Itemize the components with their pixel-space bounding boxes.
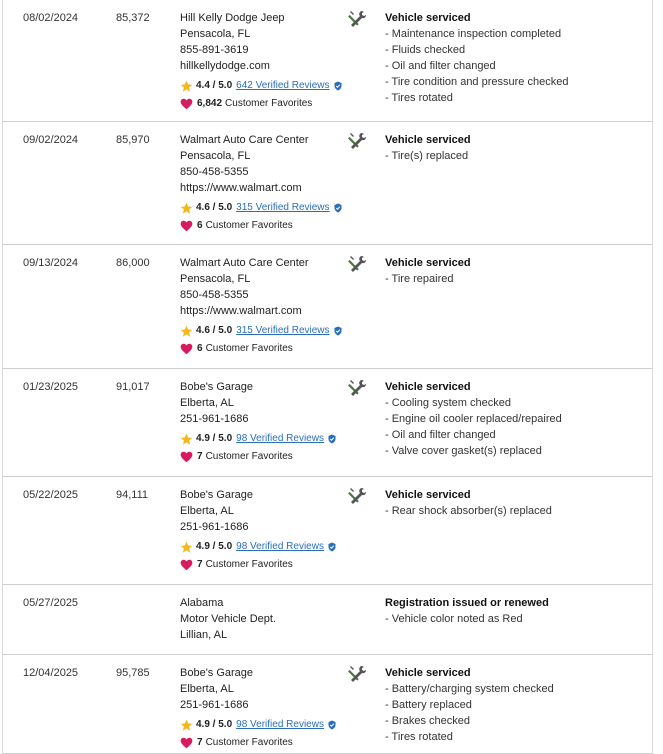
- customer-favorites: [180, 735, 337, 751]
- rating-row: [180, 431, 337, 447]
- wrench-screwdriver-icon: [347, 9, 367, 29]
- favorites-count: 7: [197, 737, 203, 748]
- record-details: [385, 379, 562, 459]
- verified-badge-icon: [327, 434, 337, 444]
- record-detail-item: - Fluids checked: [385, 44, 466, 56]
- source-line: 850-458-5355: [180, 289, 249, 301]
- record-title: Vehicle serviced: [385, 381, 471, 393]
- source-line: Lillian, AL: [180, 629, 228, 641]
- record-mileage: 91,017: [116, 381, 150, 393]
- source-line: Bobe's Garage: [180, 381, 254, 393]
- service-history-list: [2, 0, 653, 754]
- wrench-screwdriver-icon: [347, 486, 367, 506]
- service-record-row: [3, 122, 652, 245]
- record-date: 08/02/2024: [23, 12, 79, 24]
- source-line: Elberta, AL: [180, 397, 234, 409]
- rating-score: 4.9 / 5.0: [196, 541, 233, 552]
- record-title: Registration issued or renewed: [385, 597, 549, 609]
- record-detail-item: - Oil and filter changed: [385, 429, 496, 441]
- favorites-label: Customer Favorites: [205, 451, 293, 462]
- record-date: 05/27/2025: [23, 597, 79, 609]
- record-mileage: 94,111: [116, 489, 149, 501]
- record-mileage: 86,000: [116, 257, 150, 269]
- rating-score: 4.6 / 5.0: [196, 202, 233, 213]
- heart-icon: [180, 559, 193, 571]
- favorites-count: 6,842: [197, 98, 223, 109]
- record-detail-item: - Battery replaced: [385, 699, 472, 711]
- service-record-row: [3, 585, 652, 655]
- record-date: 05/22/2025: [23, 489, 79, 501]
- customer-favorites: [180, 341, 343, 357]
- star-icon: [180, 80, 193, 93]
- verified-badge-icon: [333, 203, 343, 213]
- record-detail-item: - Valve cover gasket(s) replaced: [385, 445, 542, 457]
- favorites-label: Customer Favorites: [225, 98, 313, 109]
- record-details: [385, 665, 554, 745]
- record-title: Vehicle serviced: [385, 489, 471, 501]
- source-line: Elberta, AL: [180, 683, 234, 695]
- rating-score: 4.9 / 5.0: [196, 433, 233, 444]
- wrench-screwdriver-icon: [347, 378, 367, 398]
- record-source: [180, 487, 337, 573]
- source-line: https://www.walmart.com: [180, 305, 302, 317]
- favorites-count: 6: [197, 343, 203, 354]
- service-record-row: [3, 477, 652, 585]
- heart-icon: [180, 220, 193, 232]
- record-source: [180, 255, 343, 357]
- heart-icon: [180, 98, 193, 110]
- record-detail-item: - Tires rotated: [385, 731, 453, 743]
- record-mileage: 85,372: [116, 12, 150, 24]
- verified-reviews-link[interactable]: 98 Verified Reviews: [236, 541, 324, 552]
- service-record-row: [3, 369, 652, 477]
- verified-reviews-link[interactable]: 98 Verified Reviews: [236, 719, 324, 730]
- favorites-count: 7: [197, 451, 203, 462]
- heart-icon: [180, 451, 193, 463]
- record-details: [385, 487, 552, 519]
- favorites-label: Customer Favorites: [205, 737, 293, 748]
- verified-reviews-link[interactable]: 315 Verified Reviews: [236, 202, 330, 213]
- record-date: 12/04/2025: [23, 667, 79, 679]
- verified-reviews-link[interactable]: 98 Verified Reviews: [236, 433, 324, 444]
- source-line: Pensacola, FL: [180, 150, 251, 162]
- source-line: 855-891-3619: [180, 44, 249, 56]
- rating-row: [180, 717, 337, 733]
- verified-badge-icon: [327, 720, 337, 730]
- favorites-label: Customer Favorites: [205, 220, 293, 231]
- star-icon: [180, 202, 193, 215]
- customer-favorites: [180, 96, 343, 112]
- source-line: Motor Vehicle Dept.: [180, 613, 276, 625]
- customer-favorites: [180, 449, 337, 465]
- service-record-row: [3, 245, 652, 369]
- customer-favorites: [180, 557, 337, 573]
- record-source: [180, 665, 337, 751]
- rating-row: [180, 323, 343, 339]
- heart-icon: [180, 737, 193, 749]
- record-source: [180, 379, 337, 465]
- source-line: Hill Kelly Dodge Jeep: [180, 12, 285, 24]
- rating-row: [180, 200, 343, 216]
- source-line: Walmart Auto Care Center: [180, 134, 309, 146]
- source-line: Bobe's Garage: [180, 667, 254, 679]
- record-details: [385, 255, 471, 287]
- record-source: [180, 10, 343, 112]
- source-line: Pensacola, FL: [180, 28, 251, 40]
- wrench-screwdriver-icon: [347, 254, 367, 274]
- record-detail-item: - Tire repaired: [385, 273, 454, 285]
- source-line: Alabama: [180, 597, 224, 609]
- favorites-label: Customer Favorites: [205, 559, 293, 570]
- record-detail-item: - Rear shock absorber(s) replaced: [385, 505, 552, 517]
- record-date: 09/02/2024: [23, 134, 79, 146]
- rating-row: [180, 539, 337, 555]
- source-line: Walmart Auto Care Center: [180, 257, 309, 269]
- source-line: Elberta, AL: [180, 505, 234, 517]
- record-source: [180, 132, 343, 234]
- source-line: 251-961-1686: [180, 521, 249, 533]
- source-line: 251-961-1686: [180, 413, 249, 425]
- rating-score: 4.9 / 5.0: [196, 719, 233, 730]
- star-icon: [180, 541, 193, 554]
- record-title: Vehicle serviced: [385, 667, 471, 679]
- record-detail-item: - Tire(s) replaced: [385, 150, 469, 162]
- verified-badge-icon: [327, 542, 337, 552]
- heart-icon: [180, 343, 193, 355]
- record-date: 09/13/2024: [23, 257, 79, 269]
- source-line: 850-458-5355: [180, 166, 249, 178]
- record-detail-item: - Engine oil cooler replaced/repaired: [385, 413, 562, 425]
- star-icon: [180, 325, 193, 338]
- record-details: [385, 10, 568, 106]
- rating-score: 4.6 / 5.0: [196, 325, 233, 336]
- record-details: [385, 595, 549, 627]
- record-source: [180, 595, 276, 643]
- favorites-count: 6: [197, 220, 203, 231]
- verified-badge-icon: [333, 326, 343, 336]
- record-details: [385, 132, 471, 164]
- record-title: Vehicle serviced: [385, 257, 471, 269]
- favorites-label: Customer Favorites: [205, 343, 293, 354]
- verified-badge-icon: [333, 81, 343, 91]
- service-record-row: [3, 0, 652, 122]
- customer-favorites: [180, 218, 343, 234]
- record-mileage: 95,785: [116, 667, 150, 679]
- verified-reviews-link[interactable]: 642 Verified Reviews: [236, 80, 330, 91]
- source-line: Bobe's Garage: [180, 489, 254, 501]
- source-line: 251-961-1686: [180, 699, 249, 711]
- star-icon: [180, 433, 193, 446]
- record-mileage: 85,970: [116, 134, 150, 146]
- record-detail-item: - Oil and filter changed: [385, 60, 496, 72]
- record-detail-item: - Maintenance inspection completed: [385, 28, 562, 40]
- record-title: Vehicle serviced: [385, 134, 471, 146]
- rating-score: 4.4 / 5.0: [196, 80, 233, 91]
- record-title: Vehicle serviced: [385, 12, 471, 24]
- source-line: hillkellydodge.com: [180, 60, 270, 72]
- verified-reviews-link[interactable]: 315 Verified Reviews: [236, 325, 330, 336]
- wrench-screwdriver-icon: [347, 131, 367, 151]
- record-detail-item: - Vehicle color noted as Red: [385, 613, 523, 625]
- record-detail-item: - Tires rotated: [385, 92, 453, 104]
- source-line: https://www.walmart.com: [180, 182, 302, 194]
- source-line: Pensacola, FL: [180, 273, 251, 285]
- rating-row: [180, 78, 343, 94]
- favorites-count: 7: [197, 559, 203, 570]
- star-icon: [180, 719, 193, 732]
- record-detail-item: - Tire condition and pressure checked: [385, 76, 569, 88]
- wrench-screwdriver-icon: [347, 664, 367, 684]
- service-record-row: [3, 655, 652, 754]
- record-detail-item: - Brakes checked: [385, 715, 470, 727]
- record-date: 01/23/2025: [23, 381, 79, 393]
- record-detail-item: - Battery/charging system checked: [385, 683, 554, 695]
- record-detail-item: - Cooling system checked: [385, 397, 511, 409]
